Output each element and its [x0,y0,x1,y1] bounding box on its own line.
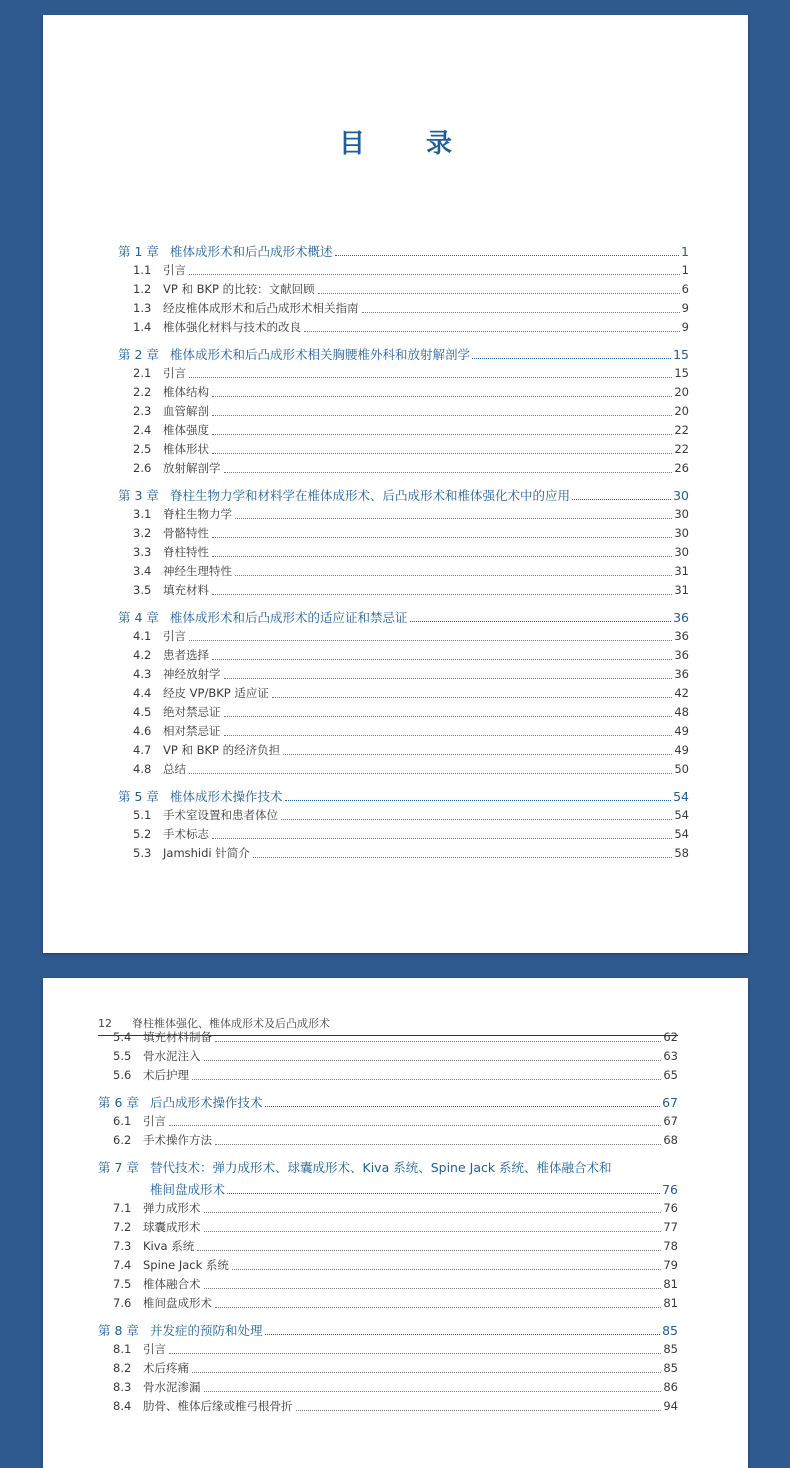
section-entry[interactable] [118,524,689,543]
leader-dots [224,716,673,717]
toc-title: 目 录 [338,129,479,159]
section-page: 1 [681,263,689,277]
toc-list-page-2 [98,1028,678,1416]
section-title: 骨水泥渗漏 [143,1380,201,1394]
section-page: 49 [674,743,689,757]
section-page: 65 [663,1068,678,1082]
section-number: 8.1 [113,1342,132,1356]
section-page: 36 [674,667,689,681]
section-title: 脊柱特性 [163,545,209,559]
chapter-3-entry[interactable] [118,486,689,505]
leader-dots [192,1372,661,1373]
section-page: 36 [674,629,689,643]
section-title: 引言 [163,263,186,277]
chapter-2-entry[interactable] [118,345,689,364]
leader-dots [272,697,673,698]
chapter-page: 54 [673,789,689,804]
section-title: 神经生理特性 [163,564,232,578]
leader-dots [318,293,680,294]
section-title: 椎体结构 [163,385,209,399]
section-page: 22 [674,442,689,456]
leader-dots [169,1353,661,1354]
section-page: 78 [663,1239,678,1253]
section-page: 48 [674,705,689,719]
section-page: 86 [663,1380,678,1394]
section-page: 67 [663,1114,678,1128]
leader-dots [212,434,672,435]
section-page: 20 [674,404,689,418]
section-number: 7.2 [113,1220,132,1234]
chapter-title-line-2-row [150,1180,678,1199]
section-page: 50 [674,762,689,776]
chapter-number: 第 5 章 [118,789,159,804]
section-number: 2.3 [133,404,152,418]
section-page: 49 [674,724,689,738]
chapter-title: 并发症的预防和处理 [150,1323,263,1338]
section-title: 术后疼痛 [143,1361,189,1375]
section-number: 5.2 [133,827,152,841]
section-number: 8.3 [113,1380,132,1394]
chapter-4-entry[interactable] [118,608,689,627]
chapter-title: 椎体成形术和后凸成形术概述 [170,244,333,259]
section-title: 椎体强化材料与技术的改良 [163,320,301,334]
section-entry[interactable] [118,844,689,863]
leader-dots [204,1391,662,1392]
leader-dots [224,472,673,473]
chapter-number: 第 2 章 [118,347,159,362]
chapter-number: 第 7 章 [98,1160,139,1175]
leader-dots [253,857,673,858]
section-number: 4.7 [133,743,152,757]
section-title: 椎体融合术 [143,1277,201,1291]
section-title: 经皮 VP/BKP 适应证 [163,686,269,700]
section-number: 2.1 [133,366,152,380]
chapter-title: 椎体成形术和后凸成形术的适应证和禁忌证 [170,610,408,625]
section-entry[interactable] [118,581,689,600]
section-title: 相对禁忌证 [163,724,221,738]
section-number: 3.1 [133,507,152,521]
section-number: 3.4 [133,564,152,578]
section-entry[interactable] [98,1237,678,1256]
section-entry[interactable] [118,299,689,318]
section-number: 2.2 [133,385,152,399]
section-number: 4.3 [133,667,152,681]
leader-dots [281,819,672,820]
section-page: 77 [663,1220,678,1234]
section-title: 手术室设置和患者体位 [163,808,278,822]
chapter-page: 76 [662,1182,678,1197]
section-page: 30 [674,507,689,521]
section-entry[interactable] [118,261,689,280]
section-page: 22 [674,423,689,437]
section-entry[interactable] [98,1112,678,1131]
section-title: 球囊成形术 [143,1220,201,1234]
chapter-page: 30 [673,488,689,503]
section-entry[interactable] [98,1294,678,1313]
section-entry[interactable] [118,825,689,844]
chapter-page: 67 [662,1095,678,1110]
leader-dots [212,838,672,839]
section-page: 85 [663,1361,678,1375]
leader-dots [296,1410,662,1411]
leader-dots [204,1231,662,1232]
section-title: 引言 [163,366,186,380]
leader-dots [265,1106,661,1107]
leader-dots [204,1060,662,1061]
section-title: 引言 [163,629,186,643]
chapter-number: 第 6 章 [98,1095,139,1110]
chapter-title: 后凸成形术操作技术 [150,1095,263,1110]
leader-dots [169,1125,661,1126]
section-page: 68 [663,1133,678,1147]
section-page: 26 [674,461,689,475]
section-title: 填充材料 [163,583,209,597]
leader-dots [189,274,680,275]
section-title: 术后护理 [143,1068,189,1082]
section-number: 4.1 [133,629,152,643]
chapter-number: 第 4 章 [118,610,159,625]
section-title: 弹力成形术 [143,1201,201,1215]
section-entry[interactable] [98,1340,678,1359]
section-page: 79 [663,1258,678,1272]
section-number: 8.2 [113,1361,132,1375]
section-number: 7.1 [113,1201,132,1215]
section-entry[interactable] [98,1359,678,1378]
header-page-number: 12 [98,1017,112,1030]
header-book-title: 脊柱椎体强化、椎体成形术及后凸成形术 [132,1017,330,1030]
section-number: 4.2 [133,648,152,662]
section-number: 6.2 [113,1133,132,1147]
section-title: 经皮椎体成形术和后凸成形术相关指南 [163,301,359,315]
section-number: 2.6 [133,461,152,475]
leader-dots [265,1334,661,1335]
section-entry[interactable] [118,703,689,722]
section-title: 椎体强度 [163,423,209,437]
section-entry[interactable] [98,1218,678,1237]
section-page: 30 [674,545,689,559]
leader-dots [189,773,672,774]
leader-dots [224,735,673,736]
section-number: 7.3 [113,1239,132,1253]
section-title: Spine Jack 系统 [143,1258,229,1272]
section-entry[interactable] [118,684,689,703]
section-page: 62 [663,1030,678,1044]
section-number: 3.2 [133,526,152,540]
section-number: 5.6 [113,1068,132,1082]
leader-dots [189,377,672,378]
section-page: 9 [681,320,689,334]
section-number: 3.5 [133,583,152,597]
section-title: 神经放射学 [163,667,221,681]
section-entry[interactable] [118,543,689,562]
section-entry[interactable] [118,440,689,459]
section-title: Jamshidi 针简介 [163,846,250,860]
leader-dots [204,1212,662,1213]
section-number: 5.4 [113,1030,132,1044]
leader-dots [235,518,672,519]
section-number: 1.1 [133,263,152,277]
section-number: 5.1 [133,808,152,822]
section-entry[interactable] [98,1047,678,1066]
section-entry[interactable] [118,383,689,402]
section-number: 4.5 [133,705,152,719]
section-title: VP 和 BKP 的经济负担 [163,743,281,757]
leader-dots [212,556,672,557]
section-number: 7.5 [113,1277,132,1291]
chapter-title: 椎体成形术和后凸成形术相关胸腰椎外科和放射解剖学 [170,347,471,362]
section-page: 9 [681,301,689,315]
section-page: 15 [674,366,689,380]
section-title: 引言 [143,1342,166,1356]
section-title: 肋骨、椎体后缘或椎弓根骨折 [143,1399,293,1413]
section-entry[interactable] [98,1275,678,1294]
toc-list-page-1 [118,242,689,863]
section-number: 4.4 [133,686,152,700]
leader-dots [204,1288,662,1289]
section-title: Kiva 系统 [143,1239,195,1253]
chapter-6-entry[interactable] [98,1093,678,1112]
leader-dots [212,453,672,454]
section-title: 手术标志 [163,827,209,841]
section-title: 放射解剖学 [163,461,221,475]
section-title: 手术操作方法 [143,1133,212,1147]
section-page: 63 [663,1049,678,1063]
leader-dots [197,1250,661,1251]
section-entry[interactable] [118,760,689,779]
section-entry[interactable] [118,421,689,440]
leader-dots [215,1041,661,1042]
chapter-number: 第 3 章 [118,488,159,503]
section-title: 脊柱生物力学 [163,507,232,521]
leader-dots [410,621,672,622]
section-entry[interactable] [118,364,689,383]
leader-dots [227,1193,660,1194]
section-number: 7.4 [113,1258,132,1272]
section-page: 58 [674,846,689,860]
section-page: 31 [674,583,689,597]
leader-dots [362,312,680,313]
section-number: 6.1 [113,1114,132,1128]
section-entry[interactable] [98,1131,678,1150]
chapter-number: 第 8 章 [98,1323,139,1338]
section-number: 1.3 [133,301,152,315]
section-entry[interactable] [118,806,689,825]
section-title: 骨骼特性 [163,526,209,540]
section-page: 31 [674,564,689,578]
section-number: 2.4 [133,423,152,437]
section-page: 42 [674,686,689,700]
section-number: 4.8 [133,762,152,776]
section-title: 填充材料制备 [143,1030,212,1044]
chapter-title-line-2: 椎间盘成形术 [150,1182,226,1197]
leader-dots [212,415,672,416]
chapter-7-entry[interactable] [98,1158,678,1199]
section-title: 椎体形状 [163,442,209,456]
section-title: 总结 [163,762,186,776]
section-entry[interactable] [118,318,689,337]
section-number: 1.2 [133,282,152,296]
section-entry[interactable] [98,1028,678,1047]
leader-dots [304,331,680,332]
section-entry[interactable] [118,505,689,524]
section-number: 5.3 [133,846,152,860]
chapter-5-entry[interactable] [118,787,689,806]
section-number: 1.4 [133,320,152,334]
chapter-title-block [150,1158,678,1199]
section-entry[interactable] [98,1397,678,1416]
section-title: VP 和 BKP 的比较：文献回顾 [163,282,315,296]
leader-dots [212,396,672,397]
section-entry[interactable] [118,562,689,581]
section-title: 患者选择 [163,648,209,662]
section-number: 8.4 [113,1399,132,1413]
section-entry[interactable] [118,280,689,299]
section-number: 7.6 [113,1296,132,1310]
leader-dots [472,358,671,359]
section-page: 94 [663,1399,678,1413]
section-entry[interactable] [118,459,689,478]
section-page: 30 [674,526,689,540]
leader-dots [283,754,672,755]
section-page: 81 [663,1296,678,1310]
section-entry[interactable] [98,1256,678,1275]
chapter-title: 脊柱生物力学和材料学在椎体成形术、后凸成形术和椎体强化术中的应用 [170,488,571,503]
section-entry[interactable] [118,402,689,421]
section-page: 54 [674,827,689,841]
section-title: 骨水泥注入 [143,1049,201,1063]
chapter-page: 1 [681,244,689,259]
leader-dots [235,575,672,576]
chapter-title-line-1: 替代技术：弹力成形术、球囊成形术、Kiva 系统、Spine Jack 系统、椎体融合术和 [150,1160,612,1175]
section-page: 81 [663,1277,678,1291]
section-page: 6 [681,282,689,296]
section-title: 绝对禁忌证 [163,705,221,719]
chapter-page: 15 [673,347,689,362]
chapter-1-entry[interactable] [118,242,689,261]
section-number: 2.5 [133,442,152,456]
section-entry[interactable] [118,741,689,760]
leader-dots [285,800,672,801]
section-entry[interactable] [98,1066,678,1085]
section-page: 85 [663,1342,678,1356]
leader-dots [224,678,673,679]
section-entry[interactable] [118,646,689,665]
chapter-page: 36 [673,610,689,625]
section-entry[interactable] [98,1378,678,1397]
toc-page-2 [43,978,748,1468]
leader-dots [212,594,672,595]
leader-dots [212,659,672,660]
leader-dots [189,640,672,641]
section-entry[interactable] [118,665,689,684]
section-title: 引言 [143,1114,166,1128]
leader-dots [335,255,680,256]
section-entry[interactable] [118,722,689,741]
chapter-8-entry[interactable] [98,1321,678,1340]
section-number: 3.3 [133,545,152,559]
leader-dots [212,537,672,538]
chapter-title: 椎体成形术操作技术 [170,789,283,804]
leader-dots [572,499,671,500]
section-number: 4.6 [133,724,152,738]
leader-dots [192,1079,661,1080]
section-page: 54 [674,808,689,822]
leader-dots [215,1144,661,1145]
section-title: 血管解剖 [163,404,209,418]
chapter-page: 85 [662,1323,678,1338]
leader-dots [215,1307,661,1308]
section-page: 36 [674,648,689,662]
toc-page-1 [43,15,748,953]
section-entry[interactable] [98,1199,678,1218]
chapter-number: 第 1 章 [118,244,159,259]
section-number: 5.5 [113,1049,132,1063]
section-title: 椎间盘成形术 [143,1296,212,1310]
leader-dots [232,1269,661,1270]
section-entry[interactable] [118,627,689,646]
section-page: 76 [663,1201,678,1215]
section-page: 20 [674,385,689,399]
